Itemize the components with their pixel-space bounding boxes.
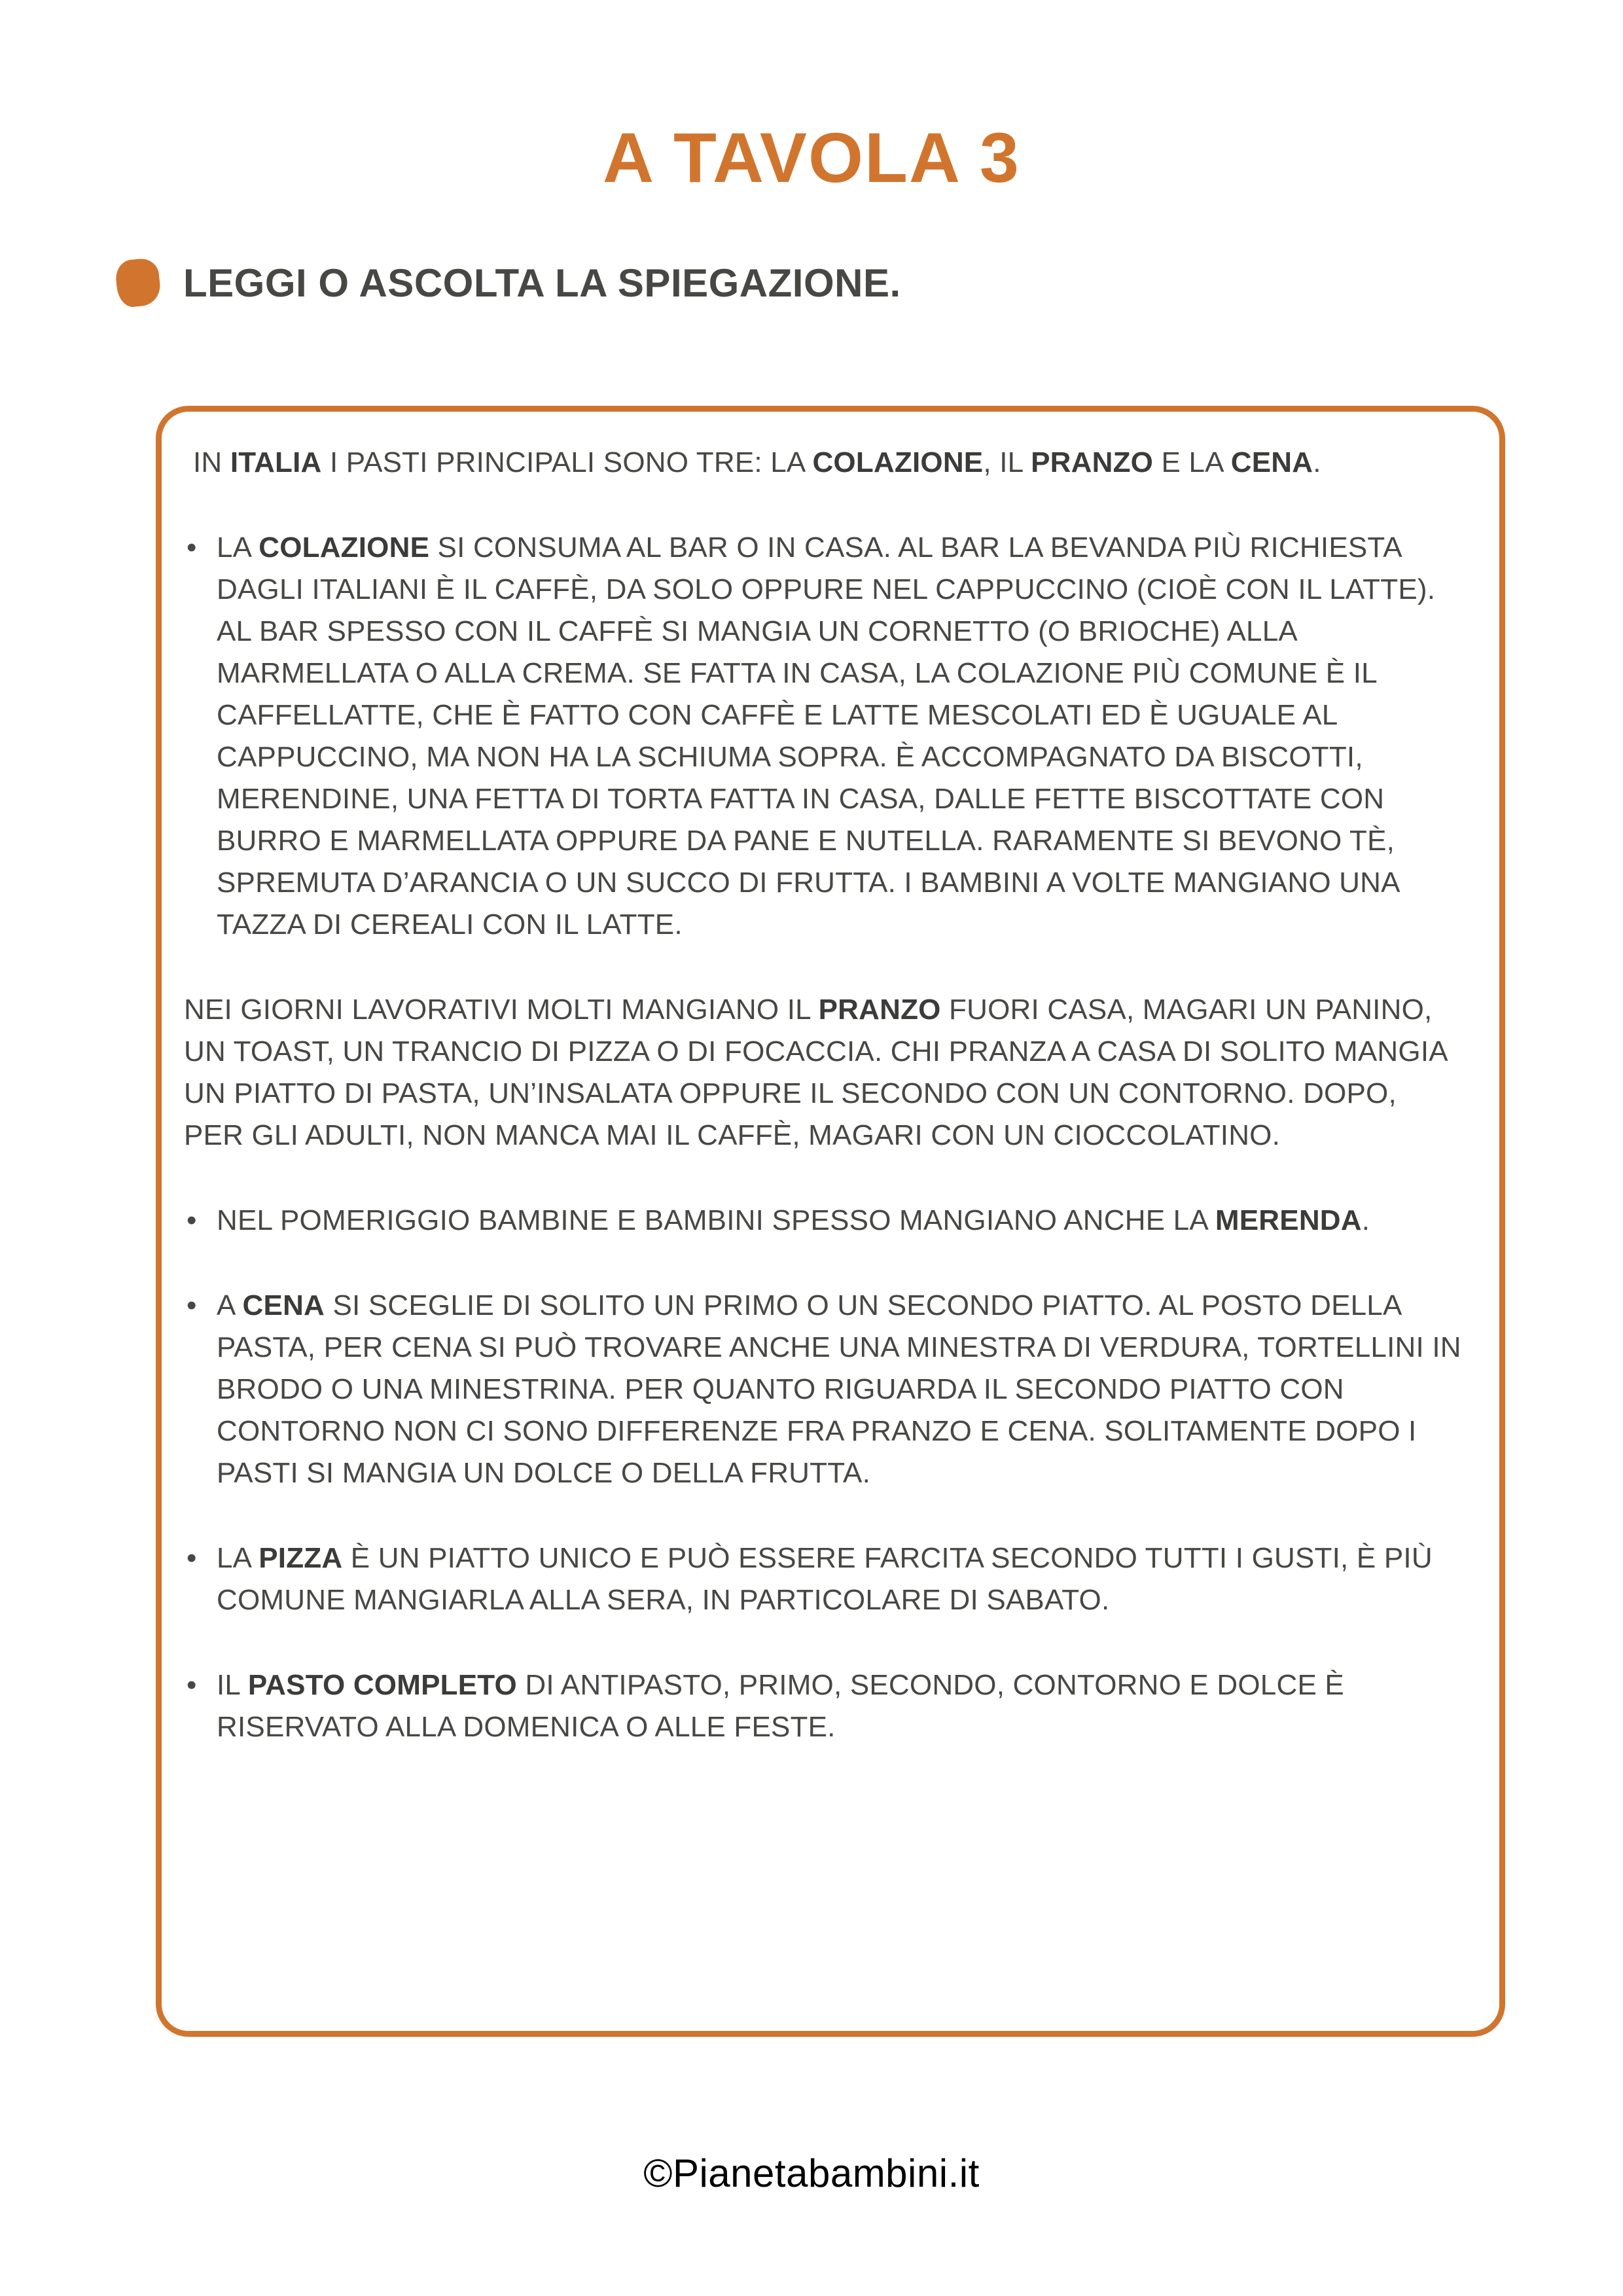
bullet-marker: • [187,531,197,564]
emphasized-text: CENA [1230,446,1313,478]
text-segment: NEL POMERIGGIO BAMBINE E BAMBINI SPESSO MANGIANO ANCHE LA [217,1204,1215,1236]
instruction-row [116,259,901,306]
bullet-marker: • [187,1542,197,1574]
text-segment: E LA [1153,446,1231,478]
orange-blob-icon [114,257,162,309]
bullet-paragraph [184,527,1463,946]
bullet-marker: • [187,1289,197,1321]
emphasized-text: CENA [242,1289,325,1321]
text-segment: LA [217,531,259,564]
text-segment: È UN PIATTO UNICO E PUÒ ESSERE FARCITA SECONDO TUTTI I GUSTI, È PIÙ COMUNE MANGIARLA ALLA SERA, IN PARTICOLARE DI SABATO. [217,1542,1433,1616]
bullet-paragraph [184,1664,1463,1748]
emphasized-text: PIZZA [259,1542,343,1574]
instruction-label: LEGGI O ASCOLTA LA SPIEGAZIONE. [183,260,901,305]
text-segment: FUORI CASA, MAGARI UN PANINO, UN TOAST, UN TRANCIO DI PIZZA O DI FOCACCIA. CHI PRANZA A CASA DI SOLITO MANGIA UN PIATTO DI PASTA, UN’INSALATA OPPURE IL SECONDO CON UN CONTORNO. DOPO, PER GLI ADULTI, NON MANCA MAI IL CAFFÈ, MAGARI CON UN CIOCCOLATINO. [184,994,1447,1151]
text-segment: . [1361,1204,1370,1236]
text-segment: DI ANTIPASTO, PRIMO, SECONDO, CONTORNO E DOLCE È RISERVATO ALLA DOMENICA O ALLE FESTE. [217,1669,1344,1743]
text-segment: . [1313,446,1321,478]
text-segment: A [217,1289,243,1321]
emphasized-text: MERENDA [1215,1204,1362,1236]
text-segment: LA [217,1542,259,1574]
text-segment: I PASTI PRINCIPALI SONO TRE: LA [321,446,813,478]
bullet-marker: • [187,1669,197,1701]
text-segment: , IL [983,446,1031,478]
text-segment: IN [193,446,230,478]
page-title: A TAVOLA 3 [603,118,1020,197]
paragraph [184,989,1463,1157]
paragraph [184,442,1463,484]
text-segment: SI CONSUMA AL BAR O IN CASA. AL BAR LA BEVANDA PIÙ RICHIESTA DAGLI ITALIANI È IL CAFFÈ, DA SOLO OPPURE NEL CAPPUCCINO (CIOÈ CON IL LATTE). AL BAR SPESSO CON IL CAFFÈ SI MANGIA UN CORNETTO (O BRIOCHE) ALLA MARMELLATA O ALLA CREMA. SE FATTA IN CASA, LA COLAZIONE PIÙ COMUNE È IL CAFFELLATTE, CHE È FATTO CON CAFFÈ E LATTE MESCOLATI ED È UGUALE AL CAPPUCCINO, MA NON HA LA SCHIUMA SOPRA. È ACCOMPAGNATO DA BISCOTTI, MERENDINE, UNA FETTA DI TORTA FATTA IN CASA, DALLE FETTE BISCOTTATE CON BURRO E MARMELLATA OPPURE DA PANE E NUTELLA. RARAMENTE SI BEVONO TÈ, SPREMUTA D’ARANCIA O UN SUCCO DI FRUTTA. I BAMBINI A VOLTE MANGIANO UNA TAZZA DI CEREALI CON IL LATTE. [217,531,1436,941]
text-segment: NEI GIORNI LAVORATIVI MOLTI MANGIANO IL [184,994,819,1026]
bullet-paragraph [184,1285,1463,1494]
text-segment: IL [217,1669,248,1701]
bullet-paragraph [184,1537,1463,1621]
bullet-paragraph [184,1200,1463,1242]
emphasized-text: ITALIA [230,446,322,478]
emphasized-text: PRANZO [1031,446,1154,478]
emphasized-text: PASTO COMPLETO [247,1669,517,1701]
emphasized-text: PRANZO [818,994,941,1026]
emphasized-text: COLAZIONE [812,446,984,478]
emphasized-text: COLAZIONE [259,531,430,564]
explanation-box [156,406,1505,2037]
bullet-marker: • [187,1204,197,1236]
text-segment: SI SCEGLIE DI SOLITO UN PRIMO O UN SECONDO PIATTO. AL POSTO DELLA PASTA, PER CENA SI PUÒ TROVARE ANCHE UNA MINESTRA DI VERDURA, TORTELLINI IN BRODO O UNA MINESTRINA. PER QUANTO RIGUARDA IL SECONDO PIATTO CON CONTORNO NON CI SONO DIFFERENZE FRA PRANZO E CENA. SOLITAMENTE DOPO I PASTI SI MANGIA UN DOLCE O DELLA FRUTTA. [217,1289,1461,1489]
copyright-footer: ©Pianetabambini.it [643,2151,980,2195]
